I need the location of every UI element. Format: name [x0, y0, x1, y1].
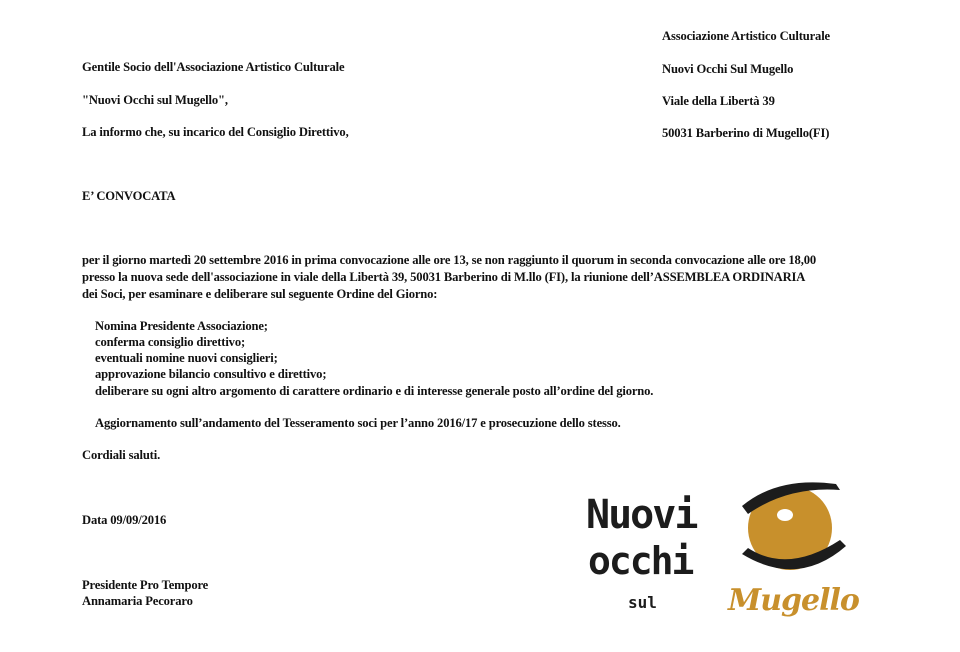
agenda-item: Nomina Presidente Associazione;: [95, 319, 268, 333]
address-line: Associazione Artistico Culturale: [662, 29, 830, 43]
logo-word-nuovi: Nuovi: [586, 492, 697, 538]
address-line: Viale della Libertà 39: [662, 94, 775, 108]
agenda-item: eventuali nomine nuovi consiglieri;: [95, 351, 278, 365]
update-text: Aggiornamento sull’andamento del Tesseramento soci per l’anno 2016/17 e prosecuzione dello stesso.: [95, 416, 621, 430]
date-text: Data 09/09/2016: [82, 513, 167, 527]
closing-text: Cordiali saluti.: [82, 448, 161, 462]
greeting-line: La informo che, su incarico del Consiglio Direttivo,: [82, 125, 349, 139]
greeting-line: "Nuovi Occhi sul Mugello",: [82, 93, 228, 107]
logo-word-sul: sul: [628, 593, 657, 612]
greeting-line: Gentile Socio dell'Associazione Artistico Culturale: [82, 60, 345, 74]
association-logo: [578, 470, 868, 630]
signature-title: Presidente Pro Tempore: [82, 578, 209, 592]
logo-word-occhi: occhi: [588, 539, 693, 583]
paragraph-line: per il giorno martedì 20 settembre 2016 in prima convocazione alle ore 13, se non raggiunto il quorum in seconda convocazione alle ore 18,00: [82, 253, 816, 267]
agenda-item: approvazione bilancio consultivo e direttivo;: [95, 367, 327, 381]
logo-word-mugello: Mugello: [728, 583, 859, 618]
eye-pupil-highlight: [777, 509, 793, 521]
agenda-item: deliberare su ogni altro argomento di carattere ordinario e di interesse generale posto all’ordine del giorno.: [95, 384, 654, 398]
paragraph-line: dei Soci, per esaminare e deliberare sul seguente Ordine del Giorno:: [82, 287, 438, 301]
heading: E’ CONVOCATA: [82, 189, 176, 203]
address-line: Nuovi Occhi Sul Mugello: [662, 62, 794, 76]
paragraph-line: presso la nuova sede dell'associazione in viale della Libertà 39, 50031 Barberino di M.llo (FI), la riunione dell’ASSEMBLEA ORDINARIA: [82, 270, 806, 284]
signature-name: Annamaria Pecoraro: [82, 594, 193, 608]
address-line: 50031 Barberino di Mugello(FI): [662, 126, 830, 140]
agenda-item: conferma consiglio direttivo;: [95, 335, 246, 349]
